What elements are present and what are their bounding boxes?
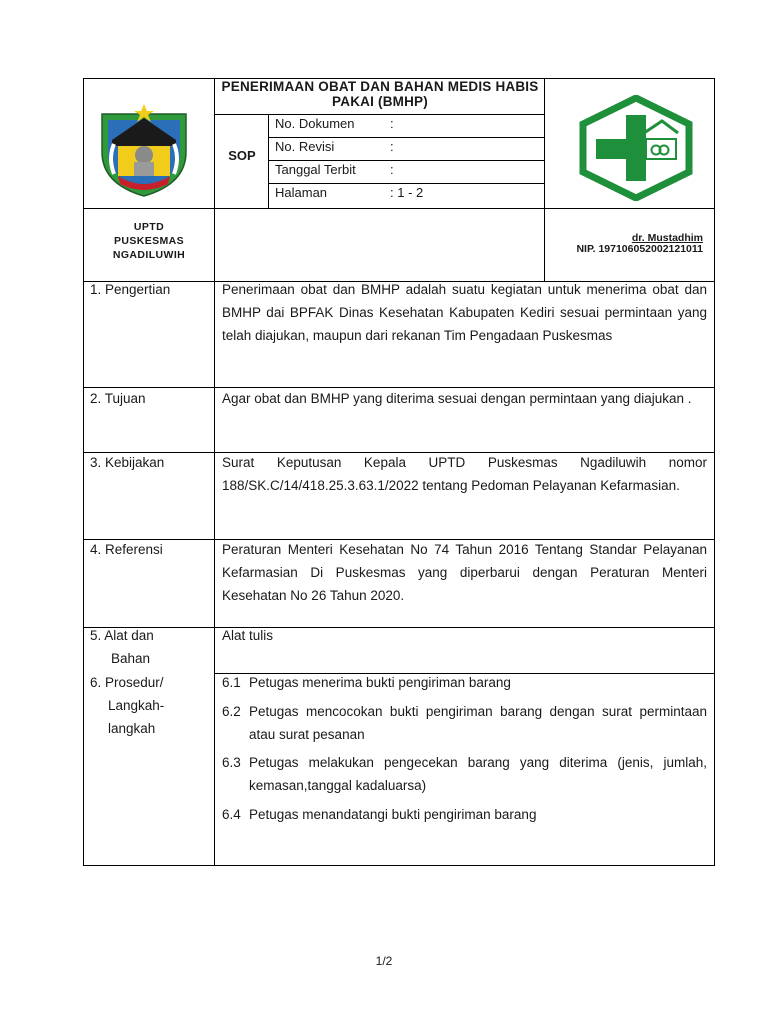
puskesmas-health-logo: [578, 95, 694, 201]
sop-label: SOP: [228, 148, 256, 163]
header-row-rule: [83, 208, 715, 209]
section-label-kebijakan: 3. Kebijakan: [90, 455, 165, 470]
step-number: 6.3: [222, 755, 241, 770]
section-label-alat-dan-bahan: [90, 624, 154, 670]
procedure-step: [222, 751, 707, 797]
step-text: Petugas menandatangi bukti pengiriman barang: [249, 807, 537, 822]
meta-rule-2: [268, 160, 544, 161]
section-content-pengertian: Penerimaan obat dan BMHP adalah suatu kegiatan untuk menerima obat dan BMHP dai BPFAK Dinas Kesehatan Kabupaten Kediri sesuai permintaan yang telah diajukan, maupun dari rekanan Tim Pengadaan Puskesmas: [222, 282, 707, 343]
procedure-step: [222, 671, 707, 694]
label-line: 5. Alat dan: [90, 628, 154, 643]
meta-rule-1: [268, 137, 544, 138]
signatory-nip: NIP. 197106052002121011: [576, 243, 703, 255]
sop-divider: [268, 114, 269, 208]
label-line: langkah: [108, 721, 156, 736]
meta-label-halaman: Halaman: [275, 185, 328, 200]
label-line: 6. Prosedur/: [90, 675, 164, 690]
kediri-regency-crest-logo: [96, 100, 192, 200]
meta-label-tanggal-terbit: Tanggal Terbit: [275, 162, 356, 177]
org-line-2: PUSKESMAS: [113, 235, 185, 247]
meta-value-no-revisi: :: [390, 139, 394, 154]
procedure-step: [222, 803, 707, 826]
section-label-pengertian: 1. Pengertian: [90, 282, 171, 297]
org-line-3: NGADILUWIH: [112, 249, 186, 261]
section-content-kebijakan: Surat Keputusan Kepala UPTD Puskesmas Ngadiluwih nomor 188/SK.C/14/418.25.3.63.1/2022 tentang Pedoman Pelayanan Kefarmasian.: [222, 455, 707, 493]
meta-value-tanggal-terbit: :: [390, 162, 394, 177]
signatory-name: dr. Mustadhim: [631, 232, 703, 244]
label-column-divider: [214, 78, 215, 866]
org-line-1: UPTD: [133, 221, 165, 233]
step-number: 6.4: [222, 807, 241, 822]
section-content-tujuan: Agar obat dan BMHP yang diterima sesuai dengan permintaan yang diajukan .: [222, 391, 692, 406]
document-title: PENERIMAAN OBAT DAN BAHAN MEDIS HABIS PAKAI (BMHP): [221, 79, 539, 109]
step-number: 6.2: [222, 704, 241, 719]
section-content-alat-dan-bahan: Alat tulis: [222, 628, 274, 643]
step-text: Petugas melakukan pengecekan barang yang diterima (jenis, jumlah, kemasan,tanggal kadaluarsa): [249, 755, 707, 793]
page-number: 1/2: [375, 954, 393, 968]
meta-label-no-revisi: No. Revisi: [275, 139, 335, 154]
section-label-tujuan: 2. Tujuan: [90, 391, 146, 406]
meta-label-no-dokumen: No. Dokumen: [275, 116, 355, 131]
title-bottom-rule: [214, 114, 544, 115]
step-text: Petugas menerima bukti pengiriman barang: [249, 675, 511, 690]
section-content-referensi: Peraturan Menteri Kesehatan No 74 Tahun 2016 Tentang Standar Pelayanan Kefarmasian Di Puskesmas yang diperbarui dengan Peraturan Menteri Kesehatan No 26 Tahun 2020.: [222, 542, 707, 603]
meta-rule-3: [268, 183, 544, 184]
meta-value-no-dokumen: :: [390, 116, 394, 131]
meta-value-halaman: : 1 - 2: [390, 185, 424, 200]
section-label-prosedur: [90, 671, 164, 740]
step-number: 6.1: [222, 675, 241, 690]
section-label-referensi: 4. Referensi: [90, 542, 163, 557]
organization-name: [84, 220, 214, 262]
step-text: Petugas mencocokan bukti pengiriman barang dengan surat permintaan atau surat pesanan: [249, 704, 707, 742]
label-line: Bahan: [111, 651, 151, 666]
label-line: Langkah-: [108, 698, 165, 713]
procedure-step: [222, 700, 707, 746]
